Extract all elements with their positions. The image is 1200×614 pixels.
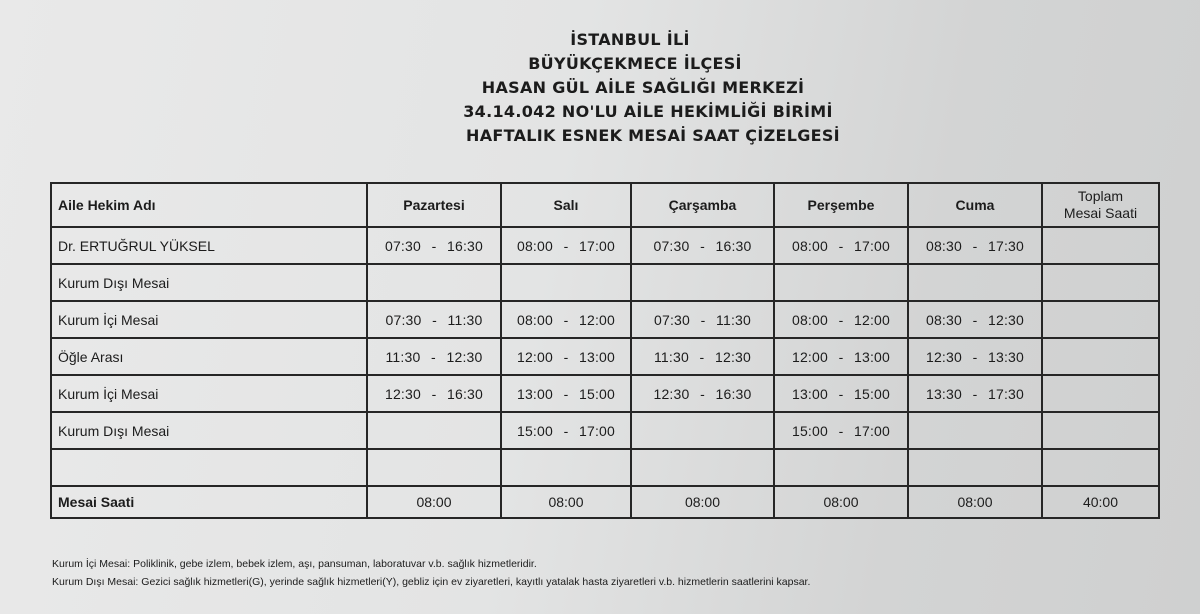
time-cell-friday <box>908 227 1042 264</box>
schedule-title: HAFTALIK ESNEK MESAİ SAAT ÇİZELGESİ <box>466 126 840 145</box>
row-total-cell <box>1042 412 1159 449</box>
time-separator: - <box>700 311 706 328</box>
time-cell-monday <box>367 449 501 486</box>
time-range <box>517 423 615 439</box>
end-time: 12:30 <box>446 348 483 365</box>
time-cell-wednesday <box>631 264 774 301</box>
time-cell-tuesday <box>501 264 631 301</box>
time-cell-thursday <box>774 412 908 449</box>
row-total-cell <box>1042 449 1159 486</box>
time-range <box>653 386 751 402</box>
end-time: 13:00 <box>579 348 616 365</box>
time-cell-friday <box>908 449 1042 486</box>
time-separator: - <box>563 422 569 439</box>
totals-row <box>51 486 1159 518</box>
time-range <box>792 312 890 328</box>
footnote-internal: Kurum İçi Mesai: Poliklinik, gebe izlem, bebek izlem, aşı, pansuman, laboratuvar v.b. sağlık hizmetleridir. <box>52 558 537 570</box>
start-time: 13:00 <box>516 385 553 402</box>
start-time: 08:30 <box>925 311 962 328</box>
time-separator: - <box>432 311 437 328</box>
time-cell-monday <box>367 301 501 338</box>
time-separator: - <box>431 348 436 365</box>
start-time: 08:00 <box>516 237 553 254</box>
weekly-schedule-table <box>50 182 1160 519</box>
daily-hours-tuesday: 08:00 <box>501 486 631 518</box>
row-total-cell <box>1042 338 1159 375</box>
column-header-monday: Pazartesi <box>367 183 501 227</box>
weekly-total-hours: 40:00 <box>1042 486 1159 518</box>
column-header-friday: Cuma <box>908 183 1042 227</box>
end-time: 11:30 <box>447 311 483 328</box>
start-time: 07:30 <box>384 237 421 254</box>
time-range <box>792 423 890 439</box>
end-time: 12:30 <box>714 348 752 365</box>
time-range <box>385 349 482 365</box>
end-time: 17:00 <box>579 237 616 254</box>
schedule-body <box>51 227 1159 518</box>
start-time: 08:00 <box>516 311 553 328</box>
time-cell-friday <box>908 412 1042 449</box>
end-time: 15:00 <box>579 385 616 402</box>
time-cell-tuesday <box>501 227 631 264</box>
end-time: 17:30 <box>988 385 1025 402</box>
time-separator: - <box>431 385 437 402</box>
time-range <box>385 312 482 328</box>
time-cell-thursday <box>774 449 908 486</box>
time-cell-monday <box>367 227 501 264</box>
table-row <box>51 264 1159 301</box>
row-label: Kurum Dışı Mesai <box>51 412 367 449</box>
column-header-tuesday: Salı <box>501 183 631 227</box>
time-separator: - <box>838 348 844 365</box>
end-time: 17:00 <box>854 237 891 254</box>
time-range <box>654 312 751 328</box>
table-row <box>51 301 1159 338</box>
time-range <box>792 349 890 365</box>
start-time: 12:30 <box>384 385 421 402</box>
row-label: Kurum Dışı Mesai <box>51 264 367 301</box>
time-cell-wednesday <box>631 227 774 264</box>
time-cell-wednesday <box>631 412 774 449</box>
time-range <box>926 349 1024 365</box>
time-range <box>517 386 615 402</box>
time-separator: - <box>563 311 569 328</box>
time-range <box>792 238 890 254</box>
start-time: 13:30 <box>925 385 962 402</box>
start-time: 07:30 <box>385 311 422 328</box>
time-range <box>926 238 1024 254</box>
time-cell-friday <box>908 375 1042 412</box>
time-range <box>517 312 615 328</box>
time-cell-friday <box>908 264 1042 301</box>
row-label <box>51 449 367 486</box>
time-cell-tuesday <box>501 301 631 338</box>
time-cell-wednesday <box>631 449 774 486</box>
total-header-line-1: Toplam <box>1077 188 1124 204</box>
time-separator: - <box>563 348 569 365</box>
time-cell-monday <box>367 375 501 412</box>
time-separator: - <box>972 311 978 328</box>
document-header <box>0 28 1200 148</box>
time-range <box>926 386 1024 402</box>
start-time: 12:30 <box>925 348 962 365</box>
start-time: 11:30 <box>653 348 689 365</box>
end-time: 16:30 <box>447 237 484 254</box>
row-label: Öğle Arası <box>51 338 367 375</box>
time-range <box>792 386 890 402</box>
start-time: 15:00 <box>516 422 553 439</box>
row-total-cell <box>1042 264 1159 301</box>
footnotes <box>52 555 810 591</box>
row-label: Kurum İçi Mesai <box>51 375 367 412</box>
time-cell-thursday <box>774 264 908 301</box>
end-time: 16:30 <box>715 237 752 254</box>
table-row <box>51 449 1159 486</box>
time-cell-thursday <box>774 375 908 412</box>
table-header-row <box>51 183 1159 227</box>
time-separator: - <box>700 385 705 402</box>
totals-label: Mesai Saati <box>51 486 367 518</box>
daily-hours-monday: 08:00 <box>367 486 501 518</box>
end-time: 17:30 <box>988 237 1025 254</box>
end-time: 17:00 <box>854 422 891 439</box>
time-range <box>385 238 483 254</box>
time-cell-thursday <box>774 338 908 375</box>
time-cell-thursday <box>774 227 908 264</box>
time-cell-tuesday <box>501 412 631 449</box>
row-label: Kurum İçi Mesai <box>51 301 367 338</box>
daily-hours-friday: 08:00 <box>908 486 1042 518</box>
end-time: 13:00 <box>854 348 891 365</box>
column-header-wednesday: Çarşamba <box>631 183 774 227</box>
time-separator: - <box>838 422 844 439</box>
time-cell-thursday <box>774 301 908 338</box>
row-total-cell <box>1042 301 1159 338</box>
time-cell-monday <box>367 412 501 449</box>
health-center-title: HASAN GÜL AİLE SAĞLIĞI MERKEZİ <box>481 78 805 97</box>
table-row <box>51 375 1159 412</box>
time-range <box>653 238 751 254</box>
end-time: 15:00 <box>854 385 891 402</box>
column-header-doctor: Aile Hekim Adı <box>51 183 367 227</box>
end-time: 16:30 <box>715 385 752 402</box>
end-time: 11:30 <box>716 311 752 328</box>
end-time: 17:00 <box>579 422 616 439</box>
time-separator: - <box>838 237 844 254</box>
time-cell-friday <box>908 338 1042 375</box>
time-range <box>926 312 1024 328</box>
time-separator: - <box>838 311 844 328</box>
row-label: Dr. ERTUĞRUL YÜKSEL <box>51 227 367 264</box>
time-separator: - <box>563 237 569 254</box>
end-time: 12:00 <box>579 311 616 328</box>
daily-hours-thursday: 08:00 <box>774 486 908 518</box>
start-time: 08:00 <box>791 311 828 328</box>
start-time: 12:00 <box>791 348 828 365</box>
start-time: 11:30 <box>385 348 421 365</box>
time-separator: - <box>972 237 978 254</box>
time-range <box>385 386 483 402</box>
column-header-total <box>1042 183 1159 227</box>
time-range <box>654 349 751 365</box>
time-cell-tuesday <box>501 449 631 486</box>
time-cell-friday <box>908 301 1042 338</box>
footnote-external: Kurum Dışı Mesai: Gezici sağlık hizmetleri(G), yerinde sağlık hizmetleri(Y), gebliz için ev ziyaretleri, kayıtlı yatalak hasta ziyaretleri v.b. hizmetlerin saatlerini kapsar. <box>52 576 811 588</box>
start-time: 13:00 <box>791 385 828 402</box>
time-range <box>517 238 615 254</box>
end-time: 12:00 <box>854 311 891 328</box>
start-time: 15:00 <box>791 422 828 439</box>
district-title: BÜYÜKÇEKMECE İLÇESİ <box>528 54 742 73</box>
column-header-thursday: Perşembe <box>774 183 908 227</box>
time-cell-monday <box>367 338 501 375</box>
start-time: 12:30 <box>653 385 690 402</box>
total-header-line-2: Mesai Saati <box>1063 205 1138 221</box>
time-cell-tuesday <box>501 338 631 375</box>
province-title: İSTANBUL İLİ <box>570 30 690 49</box>
end-time: 13:30 <box>988 348 1025 365</box>
table-row <box>51 227 1159 264</box>
unit-title: 34.14.042 NO'LU AİLE HEKİMLİĞİ BİRİMİ <box>463 102 833 121</box>
start-time: 08:30 <box>925 237 962 254</box>
row-total-cell <box>1042 227 1159 264</box>
time-cell-monday <box>367 264 501 301</box>
start-time: 07:30 <box>653 311 691 328</box>
time-cell-tuesday <box>501 375 631 412</box>
time-cell-wednesday <box>631 338 774 375</box>
start-time: 08:00 <box>791 237 828 254</box>
table-row <box>51 338 1159 375</box>
time-range <box>517 349 615 365</box>
start-time: 12:00 <box>516 348 553 365</box>
time-separator: - <box>431 237 437 254</box>
daily-hours-wednesday: 08:00 <box>631 486 774 518</box>
row-total-cell <box>1042 375 1159 412</box>
time-cell-wednesday <box>631 375 774 412</box>
time-separator: - <box>699 348 705 365</box>
table-row <box>51 412 1159 449</box>
end-time: 12:30 <box>988 311 1025 328</box>
start-time: 07:30 <box>653 237 690 254</box>
time-cell-wednesday <box>631 301 774 338</box>
end-time: 16:30 <box>447 385 484 402</box>
time-separator: - <box>972 348 978 365</box>
time-separator: - <box>838 385 844 402</box>
time-separator: - <box>700 237 705 254</box>
time-separator: - <box>972 385 978 402</box>
time-separator: - <box>563 385 569 402</box>
